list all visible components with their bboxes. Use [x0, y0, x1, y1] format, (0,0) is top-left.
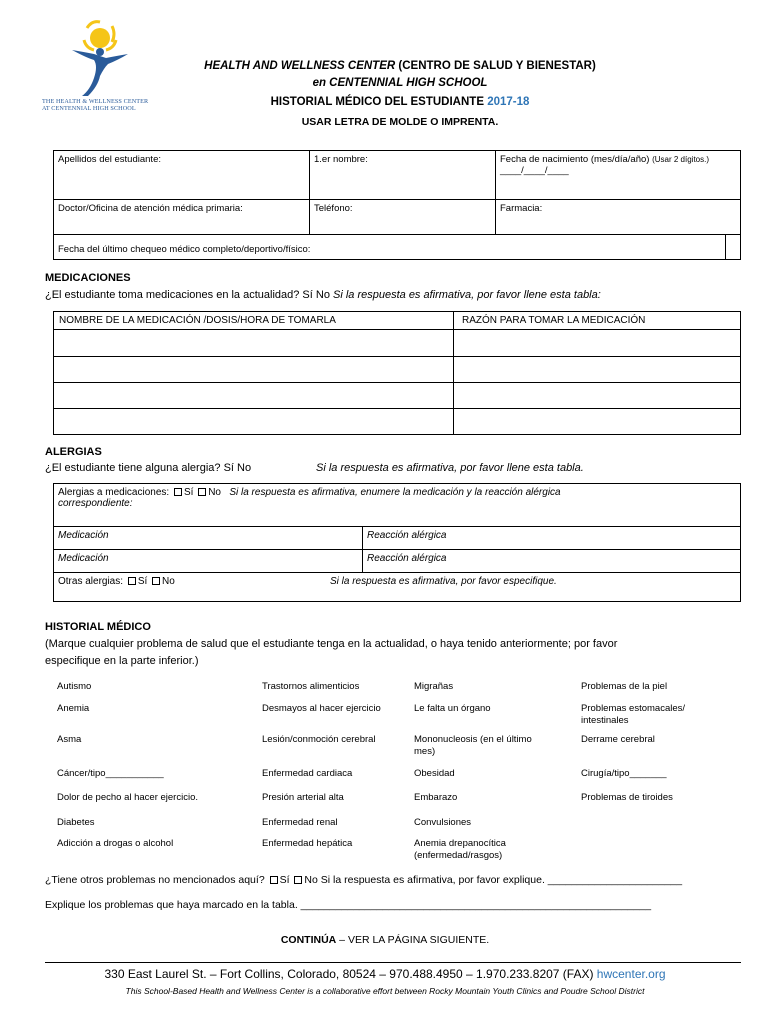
medication-label: Medicación [58, 553, 109, 564]
logo-text-line2: AT CENTENNIAL HIGH SCHOOL [42, 105, 136, 112]
condition-item[interactable]: Desmayos al hacer ejercicio [262, 703, 381, 714]
condition-item[interactable]: Le falta un órgano [414, 703, 491, 714]
condition-item[interactable]: Asma [57, 734, 82, 745]
med-col-name-header: NOMBRE DE LA MEDICACIÓN /DOSIS/HORA DE TOMARLA [54, 312, 454, 330]
history-intro-1: (Marque cualquier problema de salud que el estudiante tenga en la actualidad, o haya tenido anteriormente; por favor [45, 638, 618, 650]
med-allergy-no-checkbox[interactable] [198, 488, 206, 496]
medications-title: MEDICACIONES [45, 272, 131, 284]
condition-item[interactable]: Presión arterial alta [262, 792, 344, 803]
dob-blank: ____/____/____ [500, 165, 569, 176]
med-allergy-label: Alergias a medicaciones: [58, 487, 170, 498]
pharmacy-label: Farmacia: [500, 203, 543, 214]
med-name-cell[interactable] [54, 357, 454, 383]
allergy-medication-cell[interactable] [53, 526, 363, 550]
dob-label: Fecha de nacimiento (mes/día/año) [500, 154, 650, 165]
allergy-medication-cell[interactable] [53, 549, 363, 573]
yes-label: Sí [183, 487, 194, 498]
dob-note: (Usar 2 dígitos.) [652, 155, 709, 164]
pharmacy-field[interactable] [495, 199, 741, 235]
condition-item[interactable]: Migrañas [414, 681, 454, 692]
print-instruction: USAR LETRA DE MOLDE O IMPRENTA. [301, 116, 499, 128]
allergies-question: ¿El estudiante tiene alguna alergia? Sí No Si la respuesta es afirmativa, por favor llene esta tabla. [45, 462, 584, 474]
condition-item[interactable]: Problemas de tiroides [581, 792, 673, 803]
other-problems-question: ¿Tiene otros problemas no mencionados aquí? Sí No Si la respuesta es afirmativa, por favor explique. _______________________ [45, 874, 683, 886]
condition-item[interactable]: Cirugía/tipo_______ [581, 768, 667, 779]
table-row[interactable] [54, 383, 741, 409]
med-reason-cell[interactable] [454, 383, 741, 409]
phone-label: Teléfono: [314, 203, 353, 214]
school-subtitle: en CENTENNIAL HIGH SCHOOL [312, 77, 488, 89]
reaction-label: Reacción alérgica [367, 553, 447, 564]
condition-item[interactable]: Embarazo [414, 792, 458, 803]
allergies-title: ALERGIAS [45, 446, 102, 458]
condition-item[interactable]: Trastornos alimenticios [262, 681, 360, 692]
medications-table [53, 311, 741, 435]
medications-question: ¿El estudiante toma medicaciones en la actualidad? Sí No Si la respuesta es afirmativa, por favor llene esta tabla: [45, 289, 601, 301]
no-label: No [208, 487, 221, 498]
first-name-field[interactable] [309, 150, 496, 200]
continue-note: CONTINÚA – VER LA PÁGINA SIGUIENTE. [280, 934, 490, 946]
condition-item[interactable]: Dolor de pecho al hacer ejercicio. [57, 792, 198, 803]
logo-text-line1: THE HEALTH & WELLNESS CENTER [42, 98, 149, 105]
condition-item[interactable]: Problemas de la piel [581, 681, 668, 692]
explain-problems-line[interactable]: Explique los problemas que haya marcado en la tabla. ____________________________________________________________ [45, 899, 652, 911]
condition-item[interactable]: Lesión/conmoción cerebral [262, 734, 376, 745]
condition-item[interactable]: Convulsiones [414, 817, 472, 828]
allergy-reaction-cell[interactable] [362, 526, 741, 550]
med-name-cell[interactable] [54, 383, 454, 409]
doctor-label: Doctor/Oficina de atención médica primaria: [58, 203, 243, 214]
condition-item[interactable]: Obesidad [414, 768, 455, 779]
other-problems-yes-checkbox[interactable] [270, 876, 278, 884]
condition-item[interactable]: Enfermedad cardiaca [262, 768, 353, 779]
yes-label: Sí [137, 576, 148, 587]
other-allergies-no-checkbox[interactable] [152, 577, 160, 585]
history-title: HISTORIAL MÉDICO [45, 621, 151, 633]
last-checkup-label: Fecha del último chequeo médico completo/deportivo/físico: [58, 244, 311, 255]
other-allergies-field[interactable] [53, 572, 741, 602]
dob-field[interactable] [495, 150, 741, 200]
condition-item[interactable]: Adicción a drogas o alcohol [57, 838, 174, 849]
med-reason-cell[interactable] [454, 409, 741, 435]
other-problems-no-checkbox[interactable] [294, 876, 302, 884]
med-allergy-instruction: Si la respuesta es afirmativa, enumere la medicación y la reacción alérgica [229, 487, 561, 498]
condition-item[interactable]: Anemia drepanocítica (enfermedad/rasgos) [414, 838, 506, 861]
medication-label: Medicación [58, 530, 109, 541]
med-reason-cell[interactable] [454, 357, 741, 383]
med-name-cell[interactable] [54, 330, 454, 357]
reaction-label: Reacción alérgica [367, 530, 447, 541]
med-col-reason-header: RAZÓN PARA TOMAR LA MEDICACIÓN [454, 312, 741, 330]
med-allergy-field[interactable] [53, 483, 741, 527]
no-label: No [162, 576, 175, 587]
condition-item[interactable]: Diabetes [57, 817, 95, 828]
doctor-field[interactable] [53, 199, 310, 235]
table-row[interactable] [54, 357, 741, 383]
last-name-field[interactable] [53, 150, 310, 200]
table-row[interactable] [54, 409, 741, 435]
other-allergies-yes-checkbox[interactable] [128, 577, 136, 585]
last-checkup-field[interactable] [53, 234, 726, 260]
other-allergies-label: Otras alergias: [58, 576, 124, 587]
condition-item[interactable]: Anemia [57, 703, 90, 714]
condition-item[interactable]: Cáncer/tipo___________ [57, 768, 164, 779]
footer-note: This School-Based Health and Wellness Center is a collaborative effort between Rocky Mountain Youth Clinics and Poudre School District [125, 986, 645, 996]
med-reason-cell[interactable] [454, 330, 741, 357]
last-name-label: Apellidos del estudiante: [58, 154, 161, 165]
table-row[interactable] [54, 330, 741, 357]
first-name-label: 1.er nombre: [314, 154, 368, 165]
condition-item[interactable]: Enfermedad renal [262, 817, 338, 828]
logo-figure-icon [42, 20, 162, 100]
med-allergy-yes-checkbox[interactable] [174, 488, 182, 496]
condition-item[interactable]: Derrame cerebral [581, 734, 655, 745]
condition-item[interactable]: Problemas estomacales/ intestinales [581, 703, 686, 726]
condition-item[interactable]: Enfermedad hepática [262, 838, 353, 849]
website-link[interactable]: hwcenter.org [596, 967, 666, 981]
condition-item[interactable]: Autismo [57, 681, 92, 692]
history-intro-2: especifique en la parte inferior.) [45, 655, 199, 667]
footer-divider [45, 962, 741, 963]
logo [42, 20, 162, 130]
other-allergies-instruction: Si la respuesta es afirmativa, por favor especifique. [330, 576, 557, 587]
center-title: HEALTH AND WELLNESS CENTER (CENTRO DE SALUD Y BIENESTAR) [204, 60, 596, 72]
med-allergy-instruction-2: correspondiente: [58, 498, 133, 509]
condition-item[interactable]: Mononucleosis (en el último mes) [414, 734, 532, 757]
allergy-reaction-cell[interactable] [362, 549, 741, 573]
phone-field[interactable] [309, 199, 496, 235]
form-title: HISTORIAL MÉDICO DEL ESTUDIANTE 2017-18 [270, 96, 530, 108]
med-name-cell[interactable] [54, 409, 454, 435]
last-checkup-extra-cell [725, 234, 741, 260]
footer-address: 330 East Laurel St. – Fort Collins, Colorado, 80524 – 970.488.4950 – 1.970.233.8207 (FAX) hwcenter.org [104, 967, 666, 981]
